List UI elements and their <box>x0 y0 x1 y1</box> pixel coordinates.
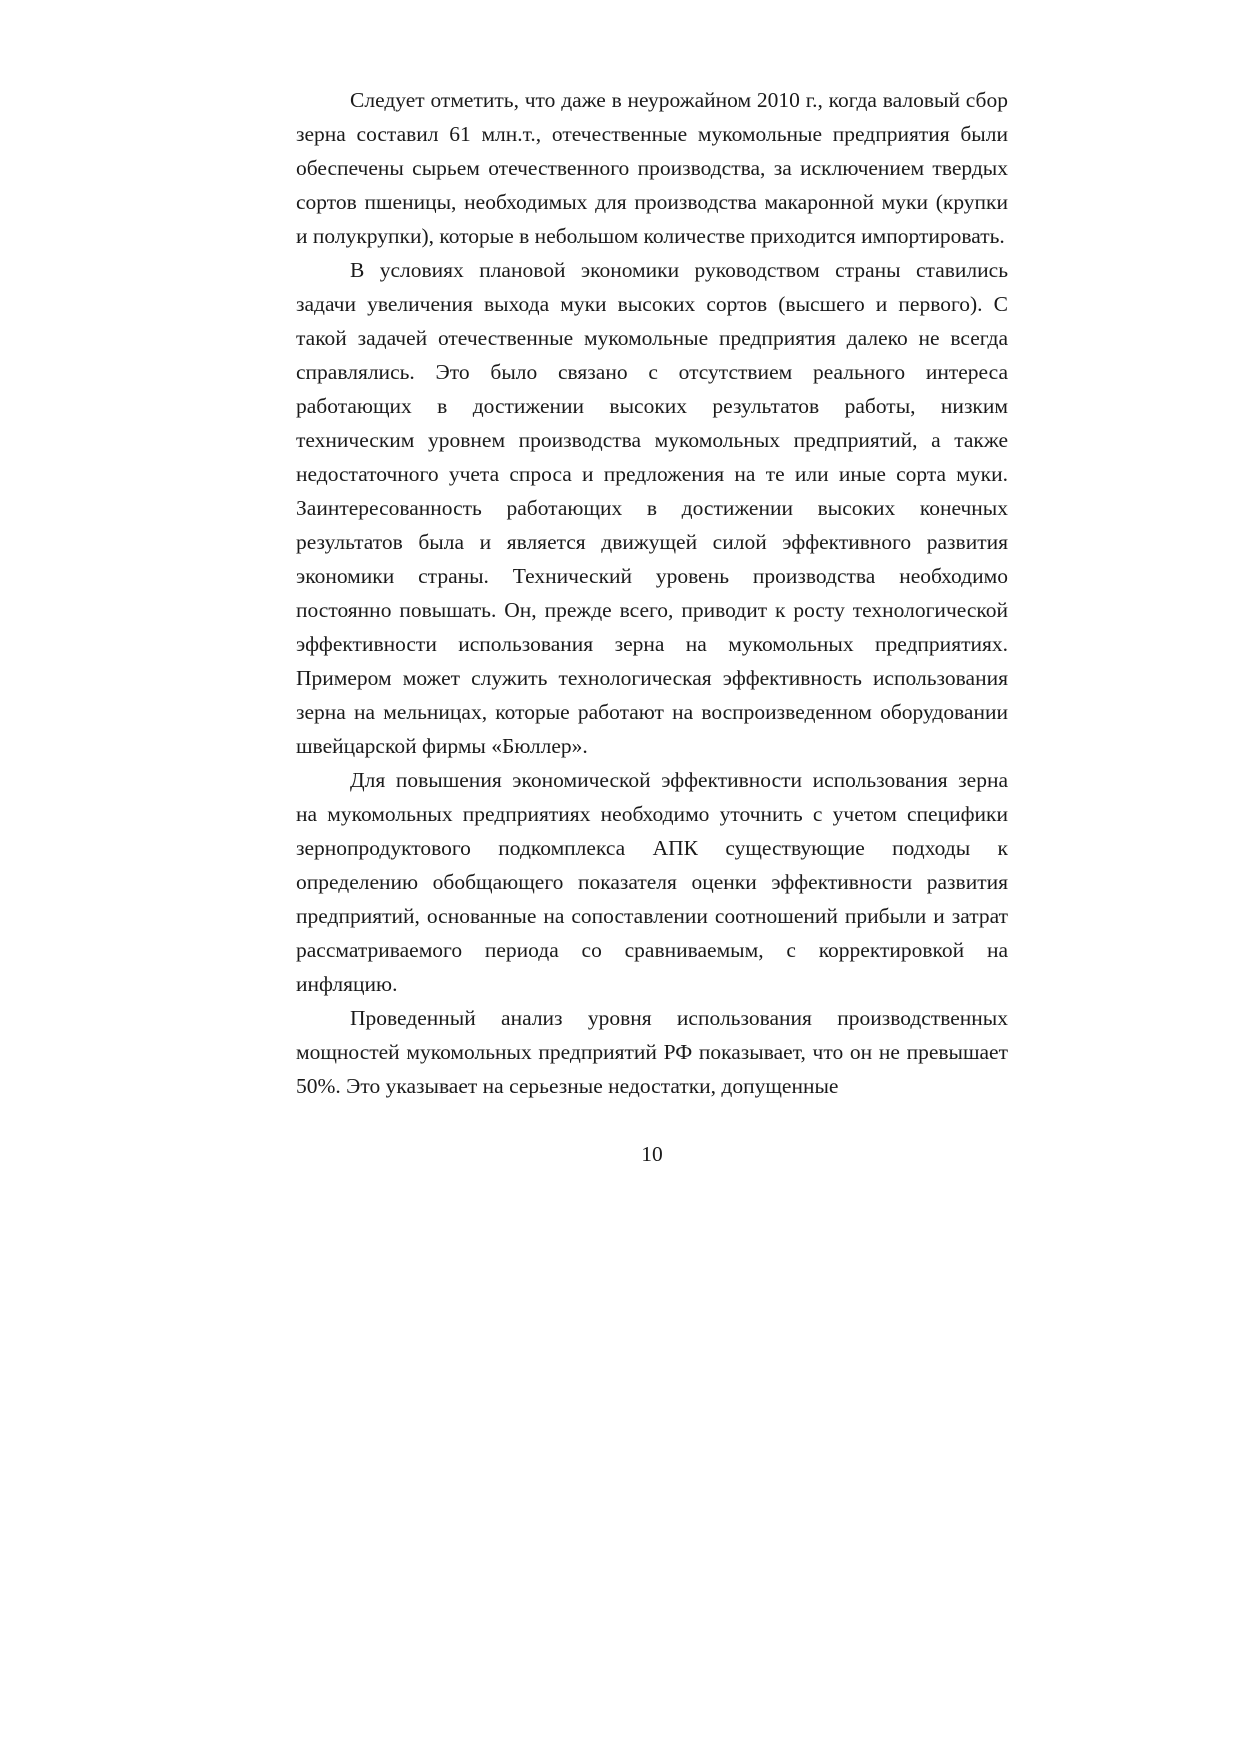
paragraph-2: В условиях плановой экономики руководством страны ставились задачи увеличения выхода муки высоких сортов (высшего и первого). С такой задачей отечественные мукомольные предприятия далеко не всегда справлялись. Это было связано с отсутствием реального интереса работающих в достижении высоких результатов работы, низким техническим уровнем производства мукомольных предприятий, а также недостаточного учета спроса и предложения на те или иные сорта муки. Заинтересованность работающих в достижении высоких конечных результатов была и является движущей силой эффективного развития экономики страны. Технический уровень производства необходимо постоянно повышать. Он, прежде всего, приводит к росту технологической эффективности использования зерна на мукомольных предприятиях. Примером может служить технологическая эффективность использования зерна на мельницах, которые работают на воспроизведенном оборудовании швейцарской фирмы «Бюллер». <box>296 258 1008 758</box>
paragraph-4: Проведенный анализ уровня использования производственных мощностей мукомольных предприятий РФ показывает, что он не превышает 50%. Это указывает на серьезные недостатки, допущенные <box>296 1006 1008 1098</box>
paragraph-3: Для повышения экономической эффективности использования зерна на мукомольных предприятиях необходимо уточнить с учетом специфики зернопродуктового подкомплекса АПК существующие подходы к определению обобщающего показателя оценки эффективности развития предприятий, основанные на сопоставлении соотношений прибыли и затрат рассматриваемого периода со сравниваемым, с корректировкой на инфляцию. <box>296 768 1008 996</box>
paragraph-1: Следует отметить, что даже в неурожайном 2010 г., когда валовый сбор зерна составил 61 млн.т., отечественные мукомольные предприятия были обеспечены сырьем отечественного производства, за исключением твердых сортов пшеницы, необходимых для производства макаронной муки (крупки и полукрупки), которые в небольшом количестве приходится импортировать. <box>296 88 1008 248</box>
body-text <box>296 83 1008 1103</box>
page-number: 10 <box>641 1142 663 1166</box>
